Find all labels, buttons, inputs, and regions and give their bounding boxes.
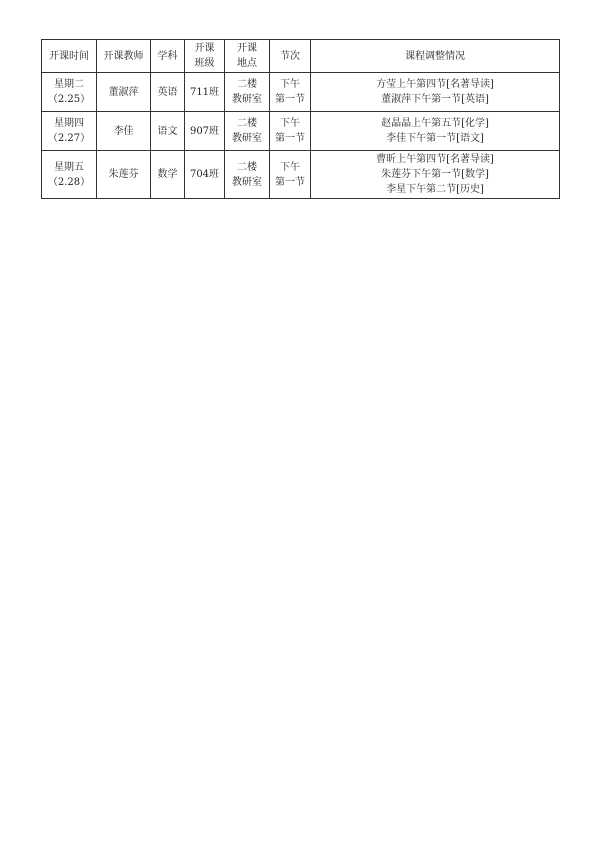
period-line2: 第一节	[275, 176, 305, 188]
cell-teacher: 李佳	[97, 112, 151, 151]
period-line1: 下午	[280, 161, 300, 173]
adjust-line: 赵晶晶上午第五节[化学]	[381, 118, 489, 129]
place-line2: 教研室	[232, 176, 262, 188]
cell-adjust	[311, 151, 560, 199]
header-class-line2: 班级	[194, 58, 215, 69]
period-line1: 下午	[280, 79, 300, 90]
header-period: 节次	[270, 40, 311, 73]
header-class-line1: 开课	[194, 43, 215, 54]
place-line1: 二楼	[237, 79, 257, 90]
header-time: 开课时间	[42, 40, 97, 73]
header-subject: 学科	[151, 40, 185, 73]
cell-time	[42, 151, 97, 199]
day-label: 星期四	[54, 118, 84, 129]
cell-class: 711班	[185, 73, 225, 112]
header-place-line1: 开课	[237, 43, 257, 54]
header-place	[225, 40, 270, 73]
day-label: 星期二	[54, 79, 84, 90]
place-line1: 二楼	[237, 118, 257, 129]
period-line2: 第一节	[275, 133, 305, 144]
adjust-line: 曹昕上午第四节[名著导读]	[376, 154, 494, 165]
date-label: （2.28）	[47, 176, 91, 188]
schedule-table	[41, 39, 560, 199]
cell-period	[270, 73, 311, 112]
date-label: （2.25）	[47, 94, 91, 105]
header-adjust: 课程调整情况	[311, 40, 560, 73]
cell-subject: 英语	[151, 73, 185, 112]
adjust-line: 朱莲芬下午第一节[数学]	[381, 169, 489, 180]
cell-period	[270, 112, 311, 151]
cell-class: 907班	[185, 112, 225, 151]
period-line2: 第一节	[275, 94, 305, 105]
day-label: 星期五	[54, 161, 84, 173]
cell-class: 704班	[185, 151, 225, 199]
cell-place	[225, 151, 270, 199]
cell-teacher: 董淑萍	[97, 73, 151, 112]
cell-place	[225, 73, 270, 112]
adjust-line: 方莹上午第四节[名著导读]	[376, 79, 494, 90]
table-header-row	[42, 40, 560, 73]
place-line2: 教研室	[232, 133, 262, 144]
cell-time	[42, 73, 97, 112]
cell-teacher: 朱莲芬	[97, 151, 151, 199]
cell-subject: 语文	[151, 112, 185, 151]
cell-adjust	[311, 112, 560, 151]
place-line2: 教研室	[232, 94, 262, 105]
header-class	[185, 40, 225, 73]
adjust-line: 李星下午第二节[历史]	[386, 184, 484, 195]
cell-subject: 数学	[151, 151, 185, 199]
cell-time	[42, 112, 97, 151]
table-row	[42, 73, 560, 112]
date-label: （2.27）	[47, 133, 91, 144]
table-row	[42, 151, 560, 199]
header-teacher: 开课教师	[97, 40, 151, 73]
adjust-line: 李佳下午第一节[语文]	[386, 133, 484, 144]
cell-adjust	[311, 73, 560, 112]
adjust-line: 董淑萍下午第一节[英语]	[381, 94, 489, 105]
header-place-line2: 地点	[237, 58, 257, 69]
table-row	[42, 112, 560, 151]
place-line1: 二楼	[237, 161, 257, 173]
cell-place	[225, 112, 270, 151]
period-line1: 下午	[280, 118, 300, 129]
cell-period	[270, 151, 311, 199]
